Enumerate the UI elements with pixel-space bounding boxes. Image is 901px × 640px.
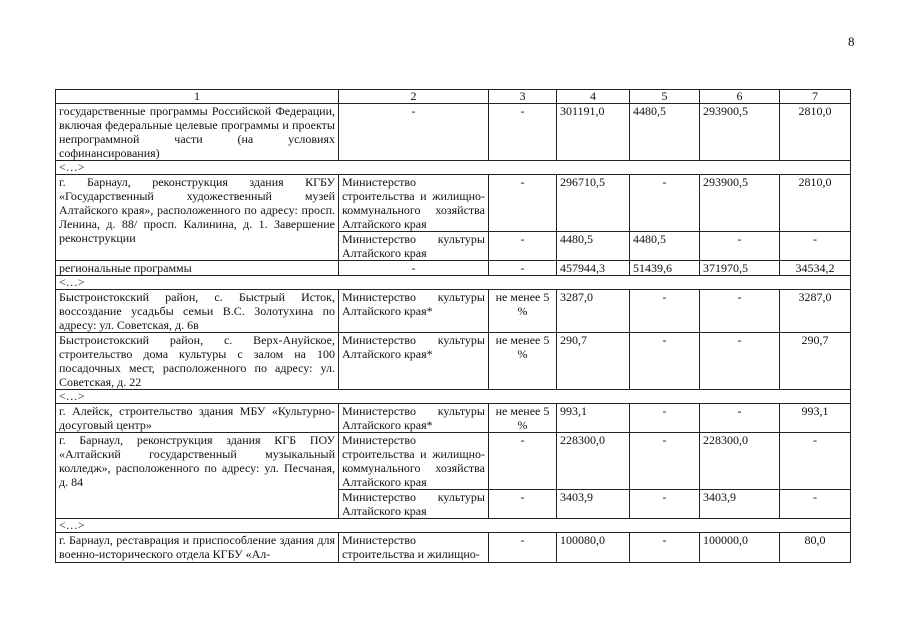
omission-marker: <…> — [56, 161, 851, 175]
regional-cell: - — [700, 232, 780, 261]
total-cell: 228300,0 — [557, 433, 630, 490]
column-header: 6 — [700, 90, 780, 104]
omission-row — [56, 276, 851, 290]
local-cell: - — [780, 490, 851, 519]
federal-cell: 4480,5 — [630, 104, 700, 161]
ministry-cell: - — [339, 104, 489, 161]
federal-cell: - — [630, 290, 700, 333]
local-cell: 2810,0 — [780, 175, 851, 232]
ministry-cell: Министерство строительства и жилищно-коммунального хозяйства Алтайского края — [339, 433, 489, 490]
item-name: Быстроистокский район, с. Верх-Ануйское, строительство дома культуры с залом на 100 посадочных мест, расположенного по адресу: ул. Советская, д. 22 — [56, 333, 339, 390]
table-row — [56, 533, 851, 563]
federal-cell: - — [630, 404, 700, 433]
item-name: государственные программы Российской Федерации, включая федеральные целевые программы и проекты непрограммной части (на условиях софинансирования) — [56, 104, 339, 161]
share-cell: - — [489, 175, 557, 232]
total-cell: 3403,9 — [557, 490, 630, 519]
local-cell: 34534,2 — [780, 261, 851, 276]
item-name: региональные программы — [56, 261, 339, 276]
omission-marker: <…> — [56, 276, 851, 290]
regional-cell: 293900,5 — [700, 175, 780, 232]
regional-cell: 3403,9 — [700, 490, 780, 519]
column-header: 7 — [780, 90, 851, 104]
item-name: г. Барнаул, реставрация и приспособление здания для военно-исторического отдела КГБУ «Ал- — [56, 533, 339, 563]
local-cell: 993,1 — [780, 404, 851, 433]
omission-marker: <…> — [56, 519, 851, 533]
column-header: 1 — [56, 90, 339, 104]
federal-cell: - — [630, 533, 700, 563]
ministry-cell: Министерство культуры Алтайского края — [339, 232, 489, 261]
share-cell: не менее 5 % — [489, 404, 557, 433]
item-name: г. Барнаул, реконструкция здания КГБУ «Государственный художественный музей Алтайского края», расположенного по адресу: просп. Ленина, д. 88/ просп. Калинина, д. 1. Завершение реконструкции — [56, 175, 339, 261]
share-cell: не менее 5 % — [489, 290, 557, 333]
omission-row — [56, 519, 851, 533]
table-row — [56, 433, 851, 490]
omission-row — [56, 390, 851, 404]
federal-cell: - — [630, 490, 700, 519]
ministry-cell: Министерство строительства и жилищно- — [339, 533, 489, 563]
local-cell: 2810,0 — [780, 104, 851, 161]
total-cell: 3287,0 — [557, 290, 630, 333]
federal-cell: - — [630, 333, 700, 390]
total-cell: 301191,0 — [557, 104, 630, 161]
regional-cell: 100000,0 — [700, 533, 780, 563]
regional-cell: - — [700, 333, 780, 390]
ministry-cell: Министерство строительства и жилищно-коммунального хозяйства Алтайского края — [339, 175, 489, 232]
regional-cell: 371970,5 — [700, 261, 780, 276]
regional-cell: - — [700, 290, 780, 333]
share-cell: - — [489, 533, 557, 563]
share-cell: - — [489, 104, 557, 161]
table-header-row — [56, 90, 851, 104]
federal-cell: 51439,6 — [630, 261, 700, 276]
item-name: Быстроистокский район, с. Быстрый Исток, воссоздание усадьбы семьи В.С. Золотухина по адресу: ул. Советская, д. 6в — [56, 290, 339, 333]
table-row — [56, 333, 851, 390]
regional-cell: 293900,5 — [700, 104, 780, 161]
local-cell: 3287,0 — [780, 290, 851, 333]
column-header: 4 — [557, 90, 630, 104]
page-number: 8 — [848, 34, 855, 49]
item-name: г. Барнаул, реконструкция здания КГБ ПОУ «Алтайский государственный музыкальный колледж», расположенного по адресу: ул. Песчаная, д. 84 — [56, 433, 339, 519]
share-cell: не менее 5 % — [489, 333, 557, 390]
total-cell: 993,1 — [557, 404, 630, 433]
table-row — [56, 261, 851, 276]
total-cell: 457944,3 — [557, 261, 630, 276]
total-cell: 100080,0 — [557, 533, 630, 563]
column-header: 2 — [339, 90, 489, 104]
ministry-cell: Министерство культуры Алтайского края* — [339, 404, 489, 433]
table-row — [56, 104, 851, 161]
share-cell: - — [489, 232, 557, 261]
share-cell: - — [489, 490, 557, 519]
local-cell: - — [780, 433, 851, 490]
omission-marker: <…> — [56, 390, 851, 404]
share-cell: - — [489, 261, 557, 276]
ministry-cell: Министерство культуры Алтайского края — [339, 490, 489, 519]
ministry-cell: Министерство культуры Алтайского края* — [339, 333, 489, 390]
table-row — [56, 404, 851, 433]
share-cell: - — [489, 433, 557, 490]
federal-cell: - — [630, 175, 700, 232]
total-cell: 296710,5 — [557, 175, 630, 232]
table-row — [56, 175, 851, 232]
local-cell: 290,7 — [780, 333, 851, 390]
budget-table — [55, 89, 851, 563]
local-cell: 80,0 — [780, 533, 851, 563]
column-header: 5 — [630, 90, 700, 104]
column-header: 3 — [489, 90, 557, 104]
regional-cell: 228300,0 — [700, 433, 780, 490]
omission-row — [56, 161, 851, 175]
total-cell: 290,7 — [557, 333, 630, 390]
federal-cell: 4480,5 — [630, 232, 700, 261]
federal-cell: - — [630, 433, 700, 490]
ministry-cell: Министерство культуры Алтайского края* — [339, 290, 489, 333]
table-row — [56, 290, 851, 333]
regional-cell: - — [700, 404, 780, 433]
ministry-cell: - — [339, 261, 489, 276]
local-cell: - — [780, 232, 851, 261]
total-cell: 4480,5 — [557, 232, 630, 261]
item-name: г. Алейск, строительство здания МБУ «Культурно-досуговый центр» — [56, 404, 339, 433]
